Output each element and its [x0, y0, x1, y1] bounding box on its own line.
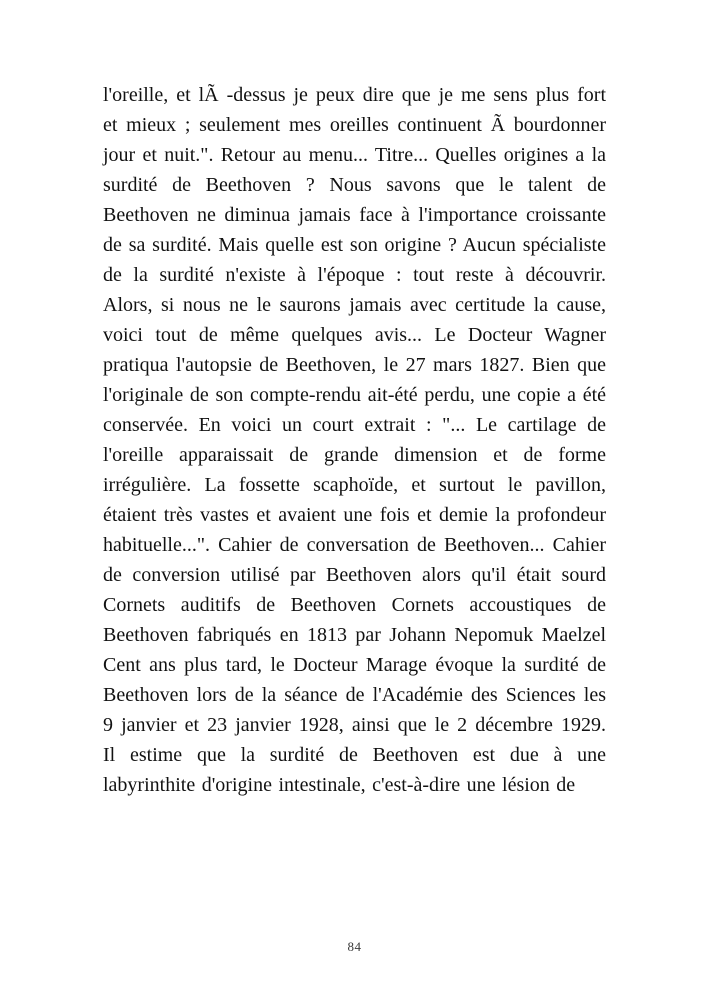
page-number: 84: [347, 939, 362, 954]
body-paragraph: l'oreille, et lÃ -dessus je peux dire que je me sens plus fort et mieux ; seulement mes oreilles continuent Ã bourdonner jour et nuit.". Retour au menu... Titre... Quelles origines a la surdité de Beethoven ? Nous savons que le talent de Beethoven ne diminua jamais face à l'importance croissante de sa surdité. Mais quelle est son origine ? Aucun spécialiste de la surdité n'existe à l'époque : tout reste à découvrir. Alors, si nous ne le saurons jamais avec certitude la cause, voici tout de même quelques avis... Le Docteur Wagner pratiqua l'autopsie de Beethoven, le 27 mars 1827. Bien que l'originale de son compte-rendu ait-été perdu, une copie a été conservée. En voici un court extrait : "... Le cartilage de l'oreille apparaissait de grande dimension et de forme irrégulière. La fossette scaphoïde, et surtout le pavillon, étaient très vastes et avaient une fois et demie la profondeur habituelle...". Cahier de conversation de Beethoven... Cahier de conversion utilisé par Beethoven alors qu'il était sourd Cornets auditifs de Beethoven Cornets accoustiques de Beethoven fabriqués en 1813 par Johann Nepomuk Maelzel Cent ans plus tard, le Docteur Marage évoque la surdité de Beethoven lors de la séance de l'Académie des Sciences les 9 janvier et 23 janvier 1928, ainsi que le 2 décembre 1929. Il estime que la surdité de Beethoven est due à une labyrinthite d'origine intestinale, c'est-à-dire une lésion de: [103, 84, 606, 796]
page-footer: [0, 938, 709, 956]
text-block: [103, 80, 606, 800]
